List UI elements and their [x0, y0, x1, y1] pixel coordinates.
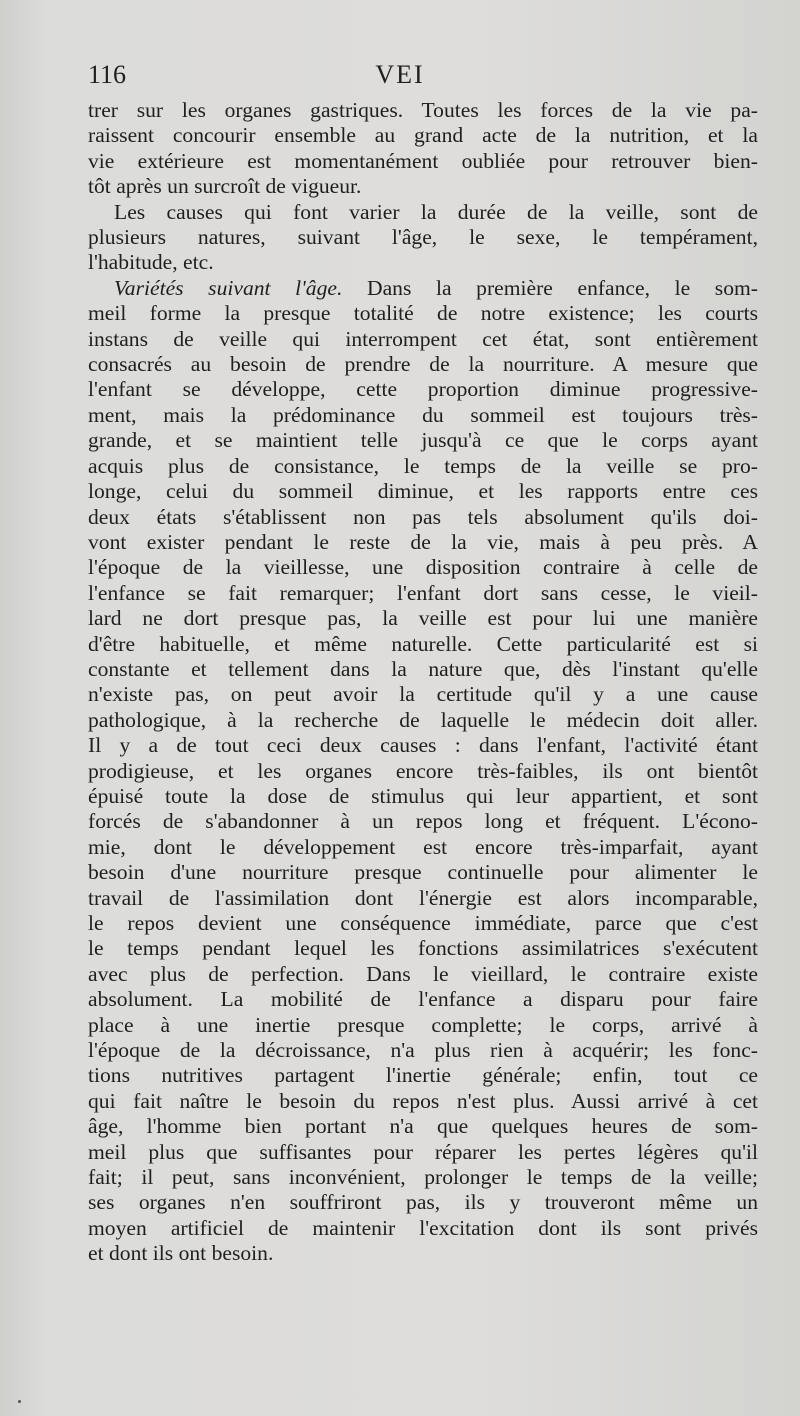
text-line: le temps pendant lequel les fonctions assimilatrices s'exécutent	[88, 936, 758, 961]
text-line: meil plus que suffisantes pour réparer les pertes légères qu'il	[88, 1139, 758, 1164]
text-line: plusieurs natures, suivant l'âge, le sexe, le tempérament,	[88, 225, 758, 250]
text-line: deux états s'établissent non pas tels absolument qu'ils doi-	[88, 504, 758, 529]
text-line: n'existe pas, on peut avoir la certitude qu'il y a une cause	[88, 682, 758, 707]
page-number: 116	[88, 60, 127, 89]
text-line: ses organes n'en souffriront pas, ils y trouveront même un	[88, 1190, 758, 1215]
text-line: vont exister pendant le reste de la vie, mais à peu près. A	[88, 529, 758, 554]
text-line: l'époque de la vieillesse, une disposition contraire à celle de	[88, 555, 758, 580]
text-line: longe, celui du sommeil diminue, et les rapports entre ces	[88, 479, 758, 504]
text-line: constante et tellement dans la nature que, dès l'instant qu'elle	[88, 656, 758, 681]
text-line: raissent concourir ensemble au grand acte de la nutrition, et la	[88, 123, 758, 148]
text-line: qui fait naître le besoin du repos n'est plus. Aussi arrivé à cet	[88, 1088, 758, 1113]
text-line: l'époque de la décroissance, n'a plus rien à acquérir; les fonc-	[88, 1038, 758, 1063]
text-line: l'enfant se développe, cette proportion diminue progressive-	[88, 377, 758, 402]
text-line: place à une inertie presque complette; le corps, arrivé à	[88, 1012, 758, 1037]
text-line: mie, dont le développement est encore très-imparfait, ayant	[88, 834, 758, 859]
text-line: âge, l'homme bien portant n'a que quelques heures de som-	[88, 1114, 758, 1139]
text-line: d'être habituelle, et même naturelle. Cette particularité est si	[88, 631, 758, 656]
text-line: et dont ils ont besoin.	[88, 1241, 274, 1266]
page-header	[88, 60, 712, 96]
body-text	[88, 98, 758, 1267]
text-line: prodigieuse, et les organes encore très-faibles, ils ont bientôt	[88, 758, 758, 783]
text-line: Les causes qui font varier la durée de la veille, sont de	[114, 199, 758, 224]
text-line: grande, et se maintient telle jusqu'à ce que le corps ayant	[88, 428, 758, 453]
text-line: tions nutritives partagent l'inertie générale; enfin, tout ce	[88, 1063, 758, 1088]
text-line-with-italic	[88, 276, 758, 301]
text-line: ment, mais la prédominance du sommeil est toujours très-	[88, 402, 758, 427]
text-line: moyen artificiel de maintenir l'excitation dont ils sont privés	[88, 1215, 758, 1240]
text-line: Il y a de tout ceci deux causes : dans l'enfant, l'activité étant	[88, 733, 758, 758]
text-line: besoin d'une nourriture presque continuelle pour alimenter le	[88, 860, 758, 885]
text-line: pathologique, à la recherche de laquelle le médecin doit aller.	[88, 707, 758, 732]
text-line: lard ne dort presque pas, la veille est pour lui une manière	[88, 606, 758, 631]
text-line: consacrés au besoin de prendre de la nourriture. A mesure que	[88, 352, 758, 377]
text-line: vie extérieure est momentanément oubliée pour retrouver bien-	[88, 148, 758, 173]
text-line: tôt après un surcroît de vigueur.	[88, 174, 362, 199]
text-line: acquis plus de consistance, le temps de la veille se pro-	[88, 453, 758, 478]
text-line: avec plus de perfection. Dans le vieillard, le contraire existe	[88, 961, 758, 986]
text-line: absolument. La mobilité de l'enfance a disparu pour faire	[88, 987, 758, 1012]
text-line: travail de l'assimilation dont l'énergie est alors incomparable,	[88, 885, 758, 910]
text-line: épuisé toute la dose de stimulus qui leur appartient, et sont	[88, 783, 758, 808]
text-line: trer sur les organes gastriques. Toutes les forces de la vie pa-	[88, 98, 758, 122]
text-line: l'habitude, etc.	[88, 250, 214, 275]
ink-speck	[18, 1400, 21, 1403]
text-line: instans de veille qui interrompent cet état, sont entièrement	[88, 326, 758, 351]
running-head: VEI	[375, 60, 425, 89]
text-line: l'enfance se fait remarquer; l'enfant dort sans cesse, le vieil-	[88, 580, 758, 605]
text-line: le repos devient une conséquence immédiate, parce que c'est	[88, 911, 758, 935]
text-line: fait; il peut, sans inconvénient, prolonger le temps de la veille;	[88, 1165, 758, 1190]
text-line: forcés de s'abandonner à un repos long et fréquent. L'écono-	[88, 809, 758, 834]
italic-subheading: Variétés suivant l'âge.	[114, 275, 343, 300]
text-line-rest: Dans la première enfance, le som-	[366, 275, 758, 300]
text-line: meil forme la presque totalité de notre existence; les courts	[88, 301, 758, 326]
